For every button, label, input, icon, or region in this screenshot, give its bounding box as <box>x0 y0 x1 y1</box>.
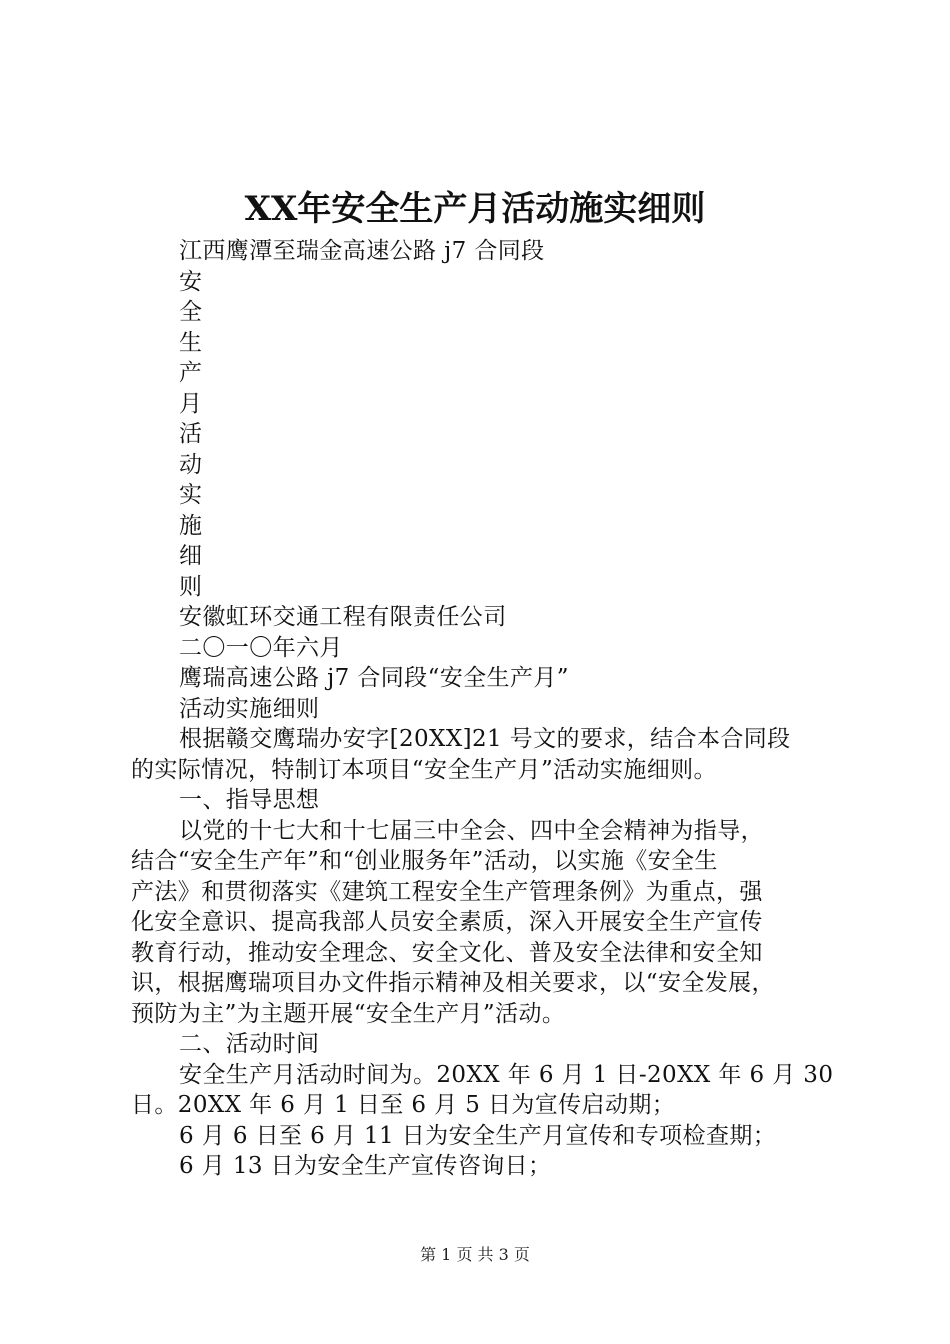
vertical-char: 产 <box>179 360 203 386</box>
intro-line: 根据赣交鹰瑞办安字[20XX]21 号文的要求，结合本合同段 <box>179 726 791 752</box>
header-line: 江西鹰潭至瑞金高速公路 j7 合同段 <box>179 238 545 264</box>
section-heading: 二、活动时间 <box>179 1031 320 1057</box>
document-body <box>131 236 836 1182</box>
paragraph-line: 安全生产月活动时间为。20XX 年 6 月 1 日-20XX 年 6 月 30 <box>179 1061 834 1088</box>
vertical-char: 活 <box>179 421 203 447</box>
paragraph-line: 产法》和贯彻落实《建筑工程安全生产管理条例》为重点，强 <box>131 878 763 905</box>
paragraph-line: 日。20XX 年 6 月 1 日至 6 月 5 日为宣传启动期； <box>131 1092 676 1118</box>
vertical-char: 生 <box>179 329 203 356</box>
paragraph-line: 6 月 6 日至 6 月 11 日为安全生产月宣传和专项检查期； <box>179 1122 777 1149</box>
section-heading: 一、指导思想 <box>179 787 320 813</box>
page-indicator: 第 1 页 共 3 页 <box>420 1245 530 1264</box>
paragraph-line: 以党的十七大和十七届三中全会、四中全会精神为指导， <box>179 817 764 844</box>
vertical-char: 细 <box>179 543 203 569</box>
vertical-title <box>131 267 836 603</box>
vertical-char: 施 <box>179 512 203 539</box>
vertical-char: 实 <box>179 482 203 508</box>
paragraph-line: 教育行动，推动安全理念、安全文化、普及安全法律和安全知 <box>131 939 763 966</box>
subtitle-line-1: 鹰瑞高速公路 j7 合同段“安全生产月” <box>179 665 569 691</box>
vertical-char: 全 <box>179 299 203 325</box>
vertical-char: 月 <box>179 390 203 417</box>
vertical-char: 动 <box>179 451 203 478</box>
document-date: 二〇一〇年六月 <box>179 634 343 661</box>
paragraph-line: 识，根据鹰瑞项目办文件指示精神及相关要求，以“安全发展， <box>131 970 775 996</box>
intro-line: 的实际情况，特制订本项目“安全生产月”活动实施细则。 <box>131 756 717 783</box>
paragraph-line: 预防为主”为主题开展“安全生产月”活动。 <box>131 1000 566 1027</box>
paragraph-line: 结合“安全生产年”和“创业服务年”活动，以实施《安全生 <box>131 848 718 874</box>
vertical-char: 则 <box>179 573 203 600</box>
company-name: 安徽虹环交通工程有限责任公司 <box>179 604 507 630</box>
paragraph-line: 6 月 13 日为安全生产宣传咨询日； <box>179 1153 552 1179</box>
vertical-char: 安 <box>179 268 203 295</box>
subtitle-line-2: 活动实施细则 <box>179 695 320 722</box>
document-title: XX年安全生产月活动施实细则 <box>244 189 706 229</box>
paragraph-line: 化安全意识、提高我部人员安全素质，深入开展安全生产宣传 <box>131 909 763 935</box>
